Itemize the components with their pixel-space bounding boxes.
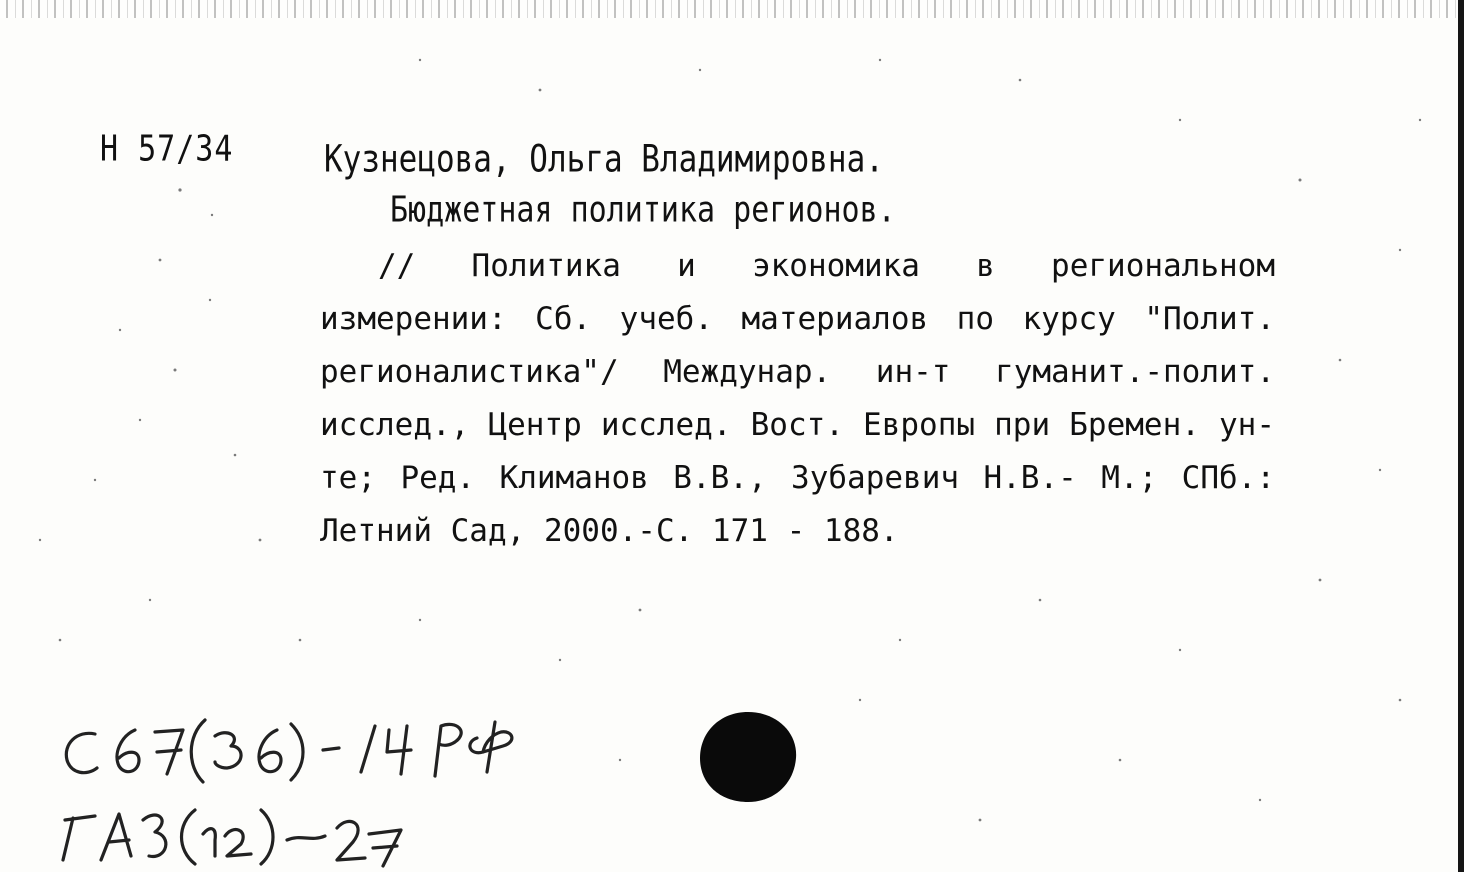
- handwritten-code-1-drawing: [55, 706, 535, 786]
- shelfmark: Н 57/34: [100, 128, 234, 170]
- source-description: [320, 240, 1275, 558]
- source-description-text: // Политика и экономика в региональном измерении: Сб. учеб. материалов по курсу "Полит. регионалистика"/ Междунар. ин-т гуманит.-полит. исслед., Центр исслед. Вост. Европы при Бремен. ун-те; Ред. Климанов В.В., Зубаревич Н.В.- М.; СПб.: Летний Сад, 2000.-С. 171 - 188.: [320, 248, 1275, 549]
- scan-edge-top: [0, 0, 1464, 18]
- handwritten-classification-2: [55, 790, 535, 870]
- handwritten-code-2-drawing: [55, 790, 535, 870]
- punch-hole-shape: [698, 710, 798, 804]
- card-punch-hole: [698, 710, 798, 804]
- work-title: Бюджетная политика регионов.: [390, 189, 896, 231]
- author-heading: Кузнецова, Ольга Владимировна.: [324, 138, 884, 182]
- scan-edge-right: [1458, 0, 1464, 872]
- handwritten-classification-1: [55, 706, 535, 786]
